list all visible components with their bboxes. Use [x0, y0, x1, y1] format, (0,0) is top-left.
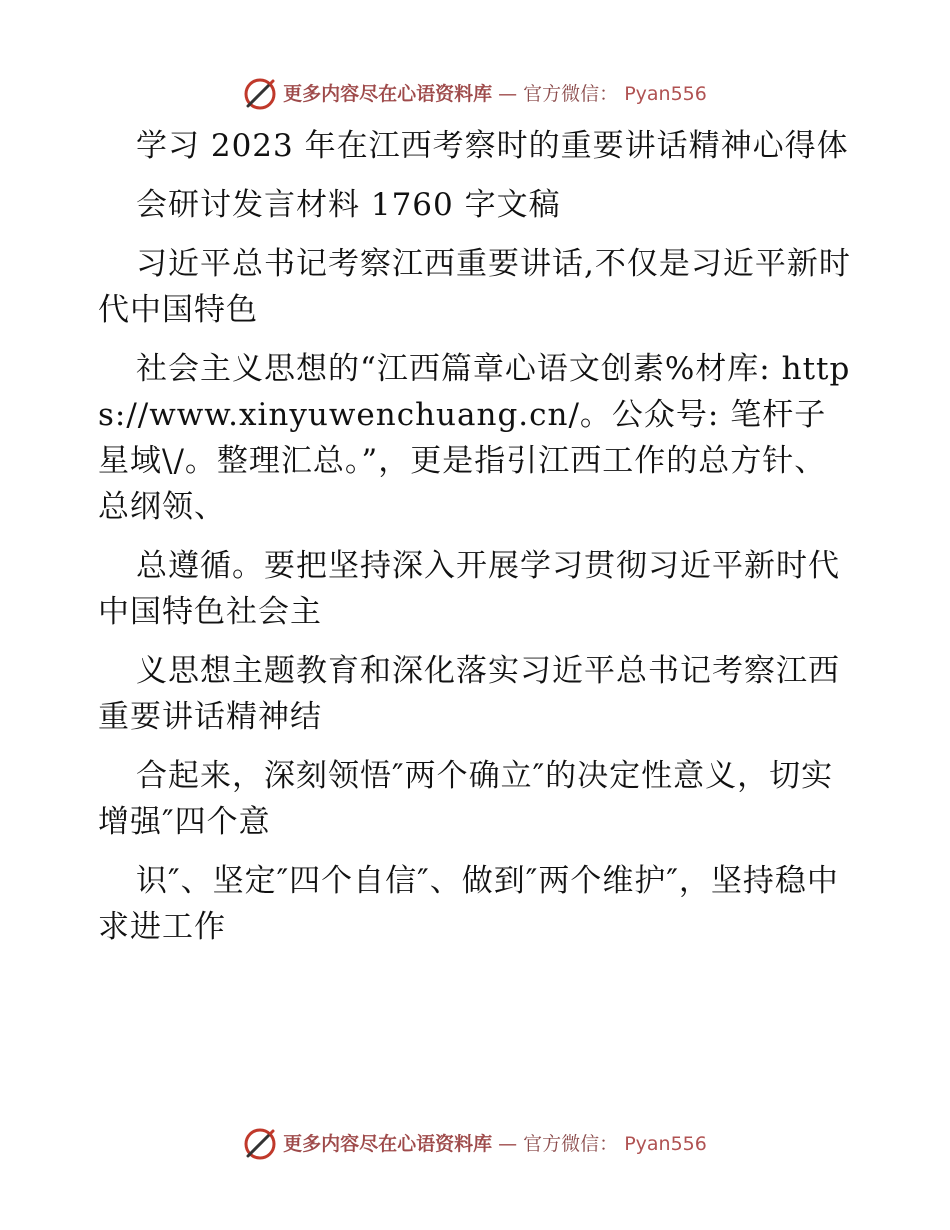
banner-wechat-id: Pyan556: [624, 1133, 707, 1155]
paragraph: 社会主义思想的“江西篇章心语文创素%材库: https://www.xinyuwenchuang.cn/。公众号: 笔杆子星域\/。整理汇总。”，更是指引江西工作的总方针、总纲领、: [98, 351, 851, 525]
paragraph: 总遵循。要把坚持深入开展学习贯彻习近平新时代中国特色社会主: [98, 548, 840, 630]
paragraph: 学习 2023 年在江西考察时的重要讲话精神心得体: [136, 128, 849, 164]
footer-banner: [0, 1127, 950, 1161]
pen-logo-icon: [243, 77, 277, 111]
paragraph: 义思想主题教育和深化落实习近平总书记考察江西重要讲话精神结: [98, 653, 840, 735]
banner-dash: —: [498, 83, 518, 105]
banner-wechat-label: 官方微信：: [523, 1133, 619, 1155]
banner-main-text: 更多内容尽在心语资料库: [283, 83, 493, 105]
paragraph: 习近平总书记考察江西重要讲话,不仅是习近平新时代中国特色: [98, 246, 851, 328]
paragraph: 合起来，深刻领悟″两个确立″的决定性意义，切实增强″四个意: [98, 758, 834, 840]
pen-logo-icon: [243, 1127, 277, 1161]
banner-wechat-label: 官方微信：: [523, 83, 619, 105]
banner-main-text: 更多内容尽在心语资料库: [283, 1133, 493, 1155]
document-body: [98, 123, 858, 963]
header-banner: [0, 77, 950, 111]
banner-wechat-id: Pyan556: [624, 83, 707, 105]
paragraph: 会研讨发言材料 1760 字文稿: [136, 187, 561, 223]
banner-dash: —: [498, 1133, 518, 1155]
paragraph: 识″、坚定″四个自信″、做到″两个维护″，坚持稳中求进工作: [98, 863, 839, 945]
